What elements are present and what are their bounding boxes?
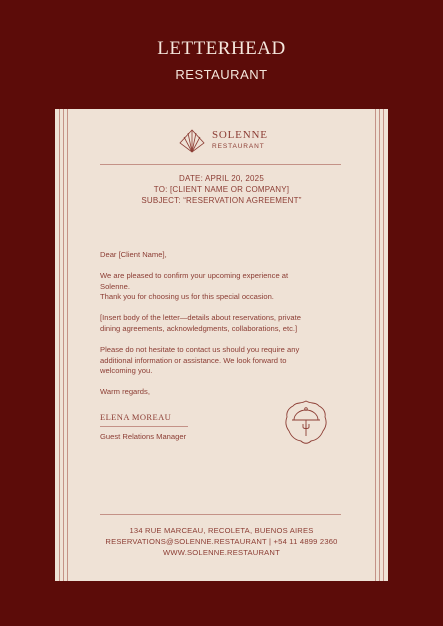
footer-address: 134 RUE MARCEAU, RECOLETA, BUENOS AIRES <box>129 526 314 535</box>
signatory-name: ELENA MOREAU <box>100 412 172 422</box>
footer-divider <box>100 514 341 515</box>
signatory-role: Guest Relations Manager <box>100 432 187 441</box>
letter-recipient: TO: [CLIENT NAME OR COMPANY] <box>153 185 290 194</box>
brand-tagline: RESTAURANT <box>212 143 265 150</box>
brand-name: SOLENNE <box>212 129 268 141</box>
letter-paragraph-2: [Insert body of the letter—details about reservations, private dining agreements, acknowledgments, collaborations, etc.] <box>100 313 301 333</box>
letter-paragraph-1: We are pleased to confirm your upcoming experience at Solenne. Thank you for choosing us for this special occasion. <box>100 271 289 301</box>
letterhead-subtitle: RESTAURANT <box>175 67 268 82</box>
signature-line <box>100 426 188 427</box>
header-divider <box>100 164 341 165</box>
letter-greeting: Dear [Client Name], <box>100 250 167 259</box>
fan-logo-icon <box>178 128 206 154</box>
letter-subject: SUBJECT: “RESERVATION AGREEMENT” <box>141 196 302 205</box>
brand-lockup <box>55 128 388 156</box>
letter-closing: Warm regards, <box>100 387 150 396</box>
letter-paper <box>55 109 388 581</box>
letter-paragraph-3: Please do not hesitate to contact us should you require any additional information or assistance. We look forward to welcoming you. <box>100 345 300 375</box>
letterhead-title: LETTERHEAD <box>157 38 286 59</box>
footer-website: WWW.SOLENNE.RESTAURANT <box>163 548 280 557</box>
letter-date: DATE: APRIL 20, 2025 <box>179 174 264 183</box>
footer-contact: RESERVATIONS@SOLENNE.RESTAURANT | +54 11 4899 2360 <box>105 537 338 546</box>
cloche-fork-seal-icon <box>283 398 329 446</box>
